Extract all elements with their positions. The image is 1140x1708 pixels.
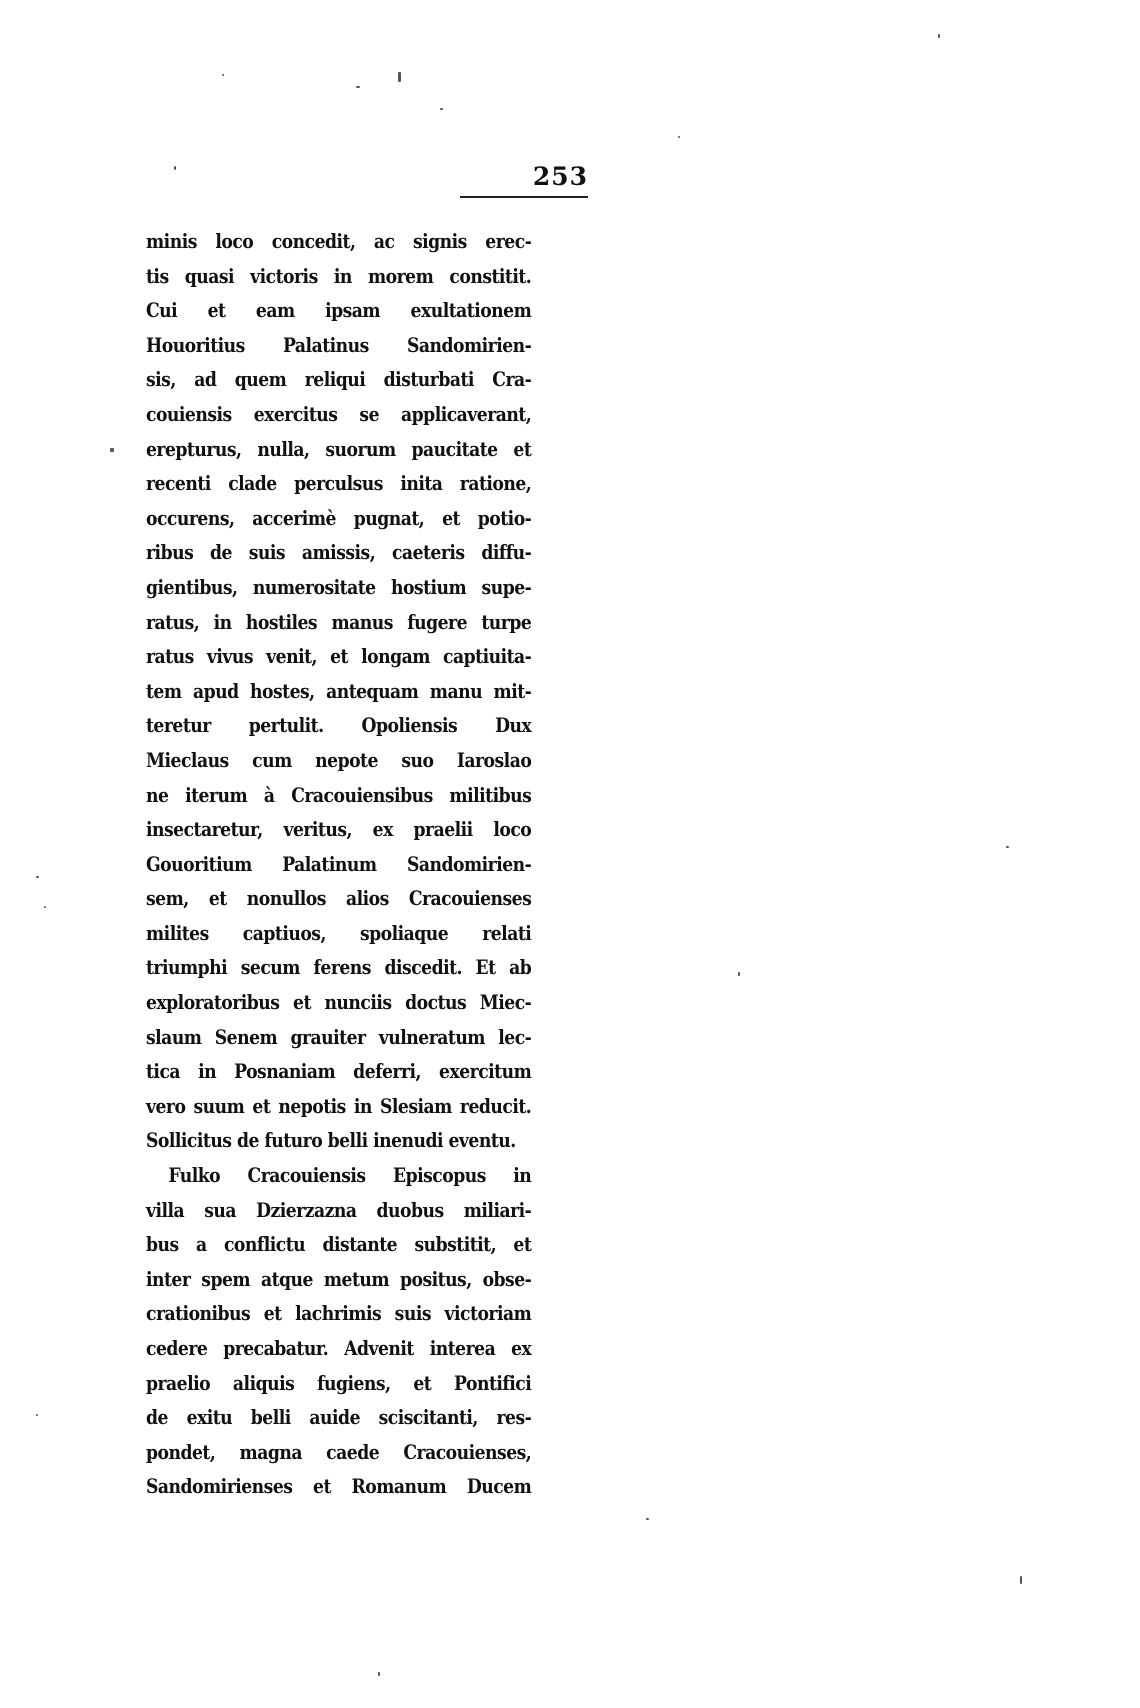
text-line: inter spem atque metum positus, obse- — [146, 1266, 532, 1291]
text-line: vero suum et nepotis in Slesiam reducit. — [146, 1093, 532, 1118]
text-line: insectaretur, veritus, ex praelii loco — [146, 817, 532, 842]
paragraph-1 — [146, 224, 531, 1158]
scan-speck — [356, 86, 360, 88]
text-line: occurens, accerimè pugnat, et potio- — [146, 505, 532, 530]
scan-speck — [678, 136, 680, 138]
scan-speck — [1020, 1576, 1022, 1584]
text-line: pondet, magna caede Cracouienses, — [146, 1439, 532, 1464]
scan-speck — [44, 906, 46, 908]
text-line: erepturus, nulla, suorum paucitate et — [146, 436, 532, 461]
text-line: exploratoribus et nunciis doctus Miec- — [146, 990, 532, 1015]
scan-speck — [36, 876, 39, 878]
text-line: sis, ad quem reliqui disturbati Cra- — [146, 367, 532, 392]
text-line: de exitu belli auide sciscitanti, res- — [146, 1405, 532, 1430]
text-line: praelio aliquis fugiens, et Pontifici — [146, 1370, 532, 1395]
text-line: Sandomirienses et Romanum Ducem — [146, 1474, 532, 1499]
body-text — [146, 224, 531, 1504]
scan-speck — [378, 1672, 380, 1676]
text-line: gientibus, numerositate hostium supe- — [146, 574, 532, 599]
page-number: 253 — [532, 162, 588, 191]
scan-speck — [110, 448, 114, 452]
text-line: Fulko Cracouiensis Episcopus in — [168, 1163, 532, 1188]
scan-speck — [938, 34, 940, 38]
text-line: sem, et nonullos alios Cracouienses — [146, 886, 532, 911]
text-line: ne iterum à Cracouiensibus militibus — [146, 782, 532, 807]
text-line: ratus, in hostiles manus fugere turpe — [146, 609, 532, 634]
scan-speck — [222, 74, 224, 76]
scan-speck — [174, 166, 176, 170]
text-line: minis loco concedit, ac signis erec- — [146, 229, 532, 253]
text-line: Houoritius Palatinus Sandomirien- — [146, 332, 532, 357]
scan-speck — [440, 108, 443, 110]
text-line: slaum Senem grauiter vulneratum lec- — [146, 1024, 532, 1049]
text-line: tica in Posnaniam deferri, exercitum — [146, 1059, 532, 1084]
text-line: cedere precabatur. Advenit interea ex — [146, 1336, 532, 1360]
text-line: teretur pertulit. Opoliensis Dux — [146, 713, 532, 738]
text-line: tis quasi victoris in morem constitit. — [146, 263, 532, 288]
text-line: ribus de suis amissis, caeteris diffu- — [146, 540, 532, 565]
text-line: couiensis exercitus se applicaverant, — [146, 401, 532, 426]
text-line: Cui et eam ipsam exultationem — [146, 298, 532, 323]
text-line: Sollicitus de futuro belli inenudi eventu. — [146, 1128, 516, 1153]
scan-speck — [738, 972, 740, 976]
scan-speck — [1006, 846, 1009, 848]
text-line: Gouoritium Palatinum Sandomirien- — [146, 851, 532, 876]
text-line: villa sua Dzierzazna duobus miliari- — [146, 1197, 532, 1222]
header-rule — [460, 196, 588, 198]
text-line: recenti clade perculsus inita ratione, — [146, 471, 532, 496]
text-line: Mieclaus cum nepote suo Iaroslao — [146, 747, 532, 772]
text-line: triumphi secum ferens discedit. Et ab — [146, 955, 532, 980]
text-line: ratus vivus venit, et longam captiuita- — [146, 644, 532, 669]
paragraph-2 — [146, 1158, 531, 1504]
scan-speck — [646, 1518, 649, 1520]
text-line: crationibus et lachrimis suis victoriam — [146, 1301, 532, 1326]
scan-speck — [36, 1414, 38, 1416]
text-line: tem apud hostes, antequam manu mit- — [146, 678, 532, 703]
text-line: milites captiuos, spoliaque relati — [146, 920, 532, 945]
text-line: bus a conflictu distante substitit, et — [146, 1232, 532, 1257]
scan-speck — [398, 72, 401, 82]
